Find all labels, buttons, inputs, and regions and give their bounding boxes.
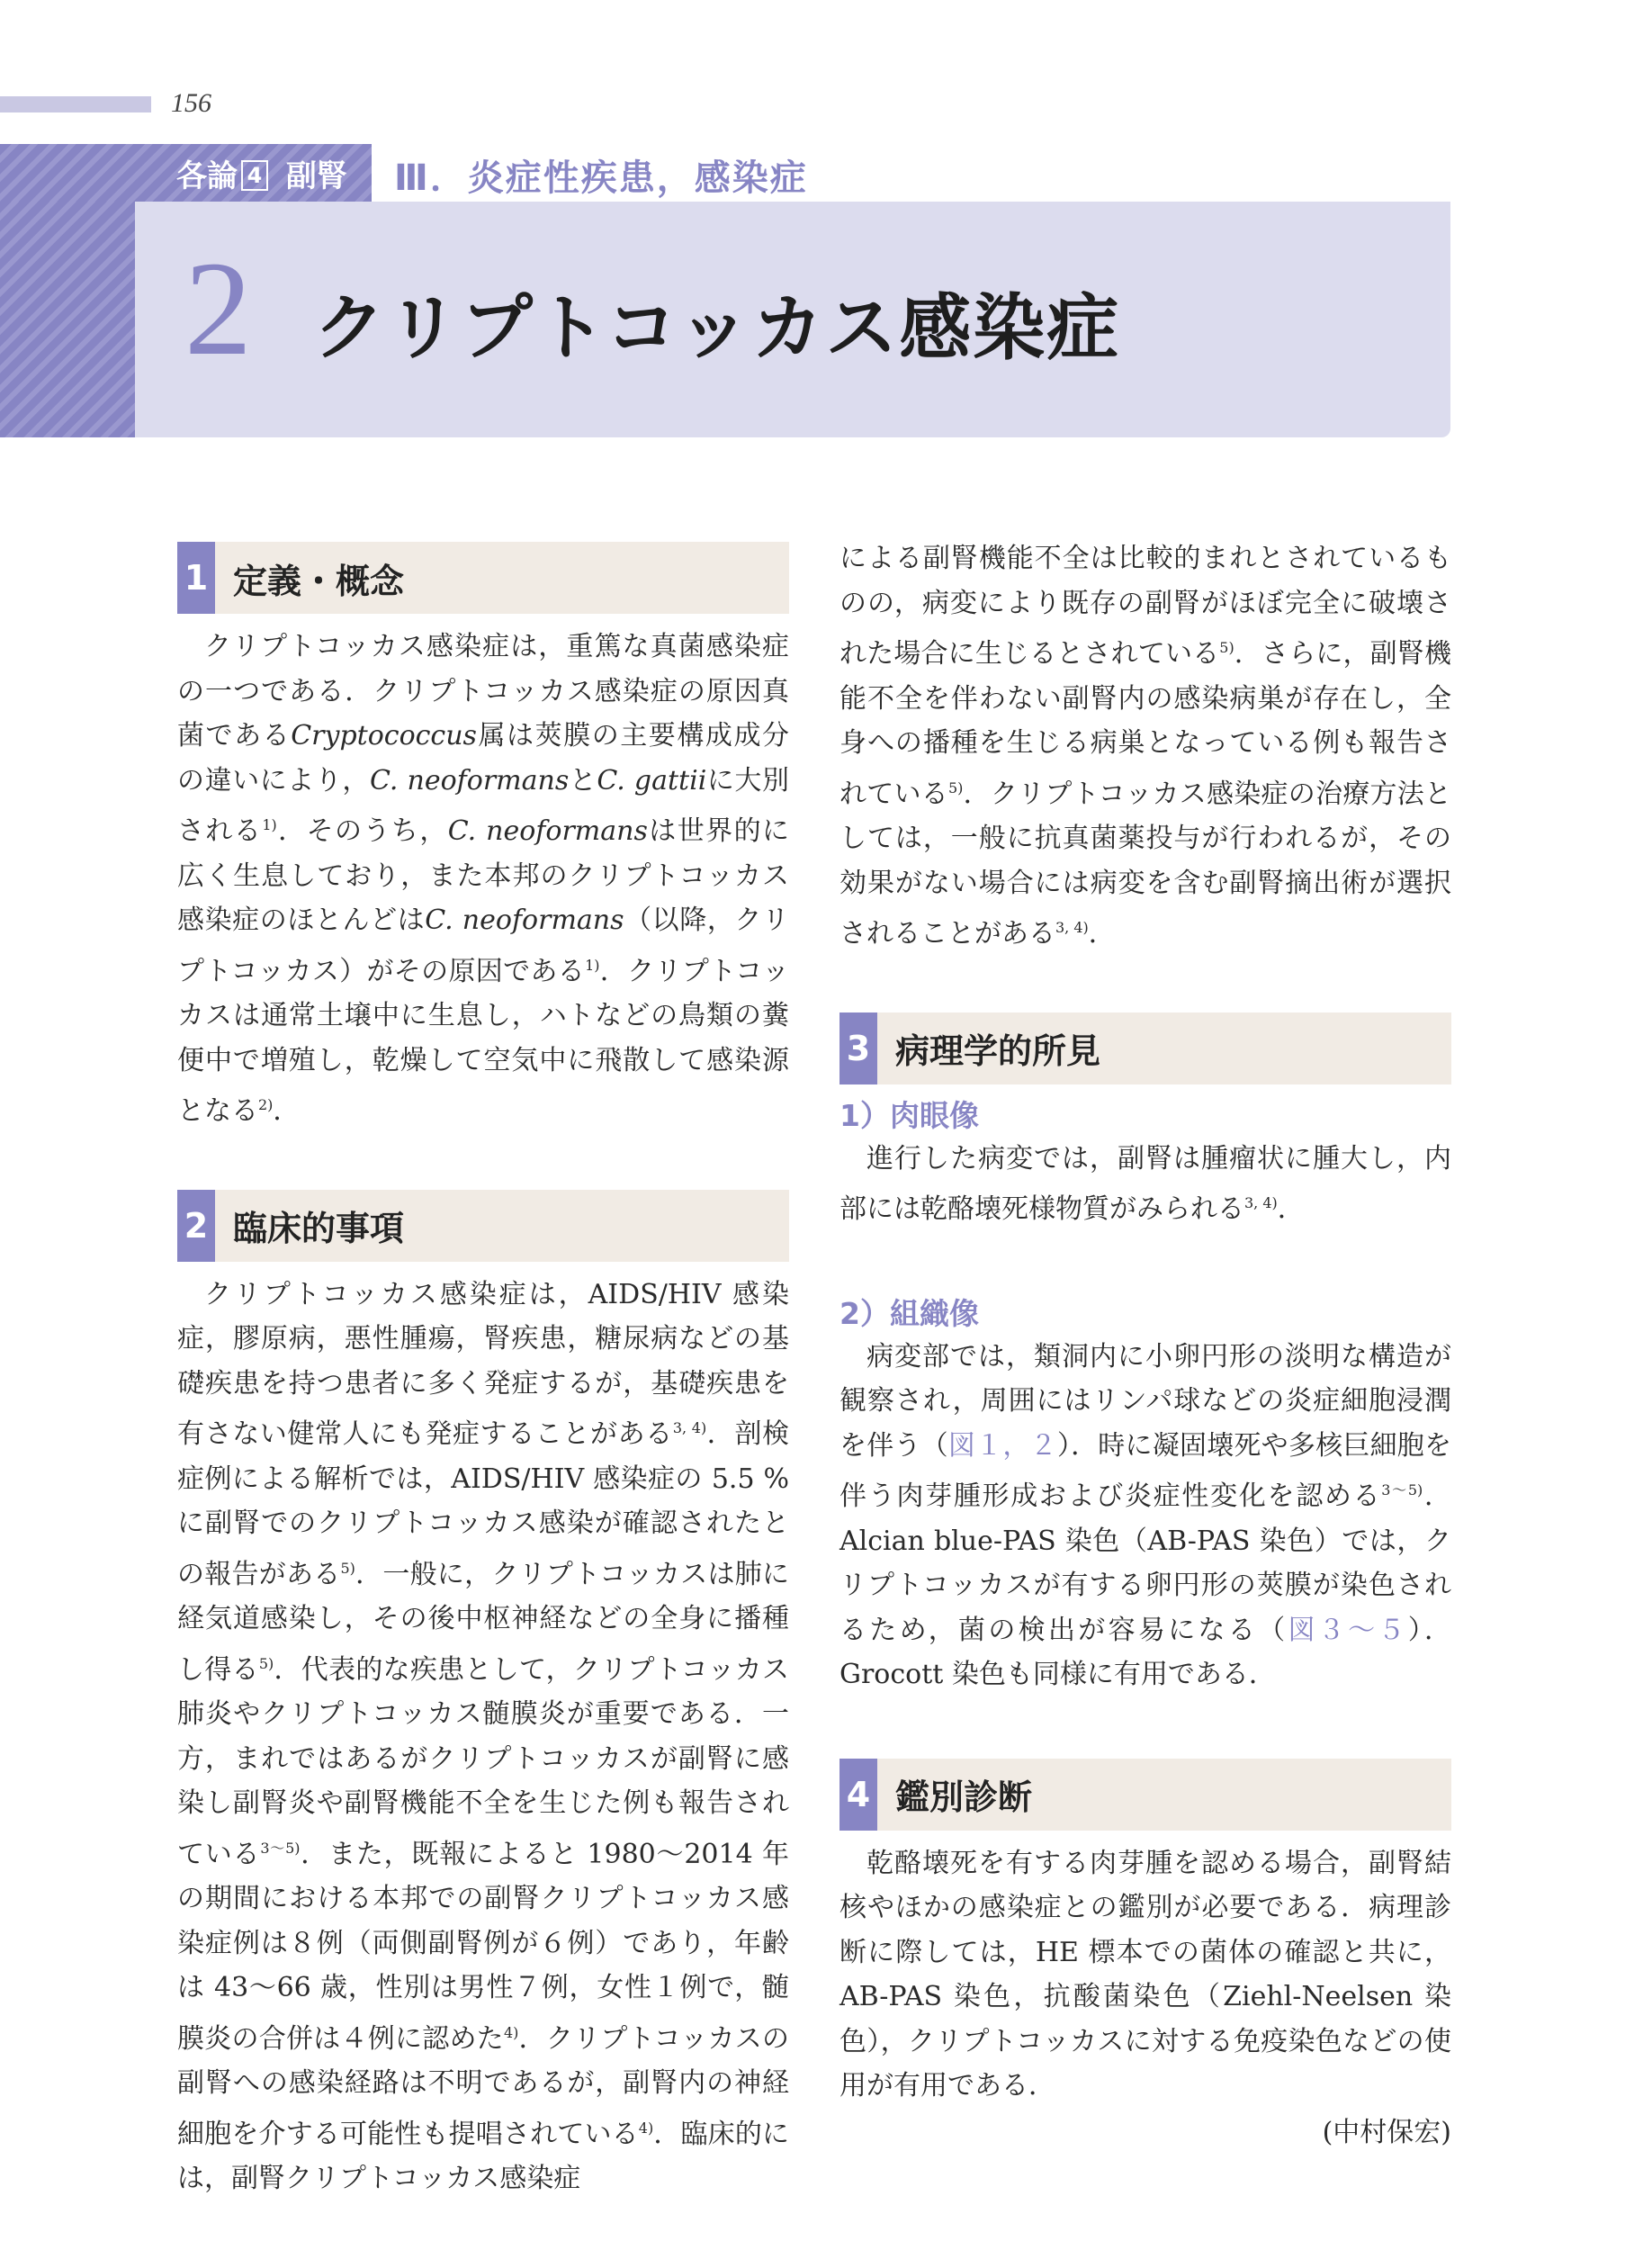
heading-label: 病理学的所見 — [895, 1031, 1101, 1071]
subheading-histology: 2）組織像 — [839, 1295, 979, 1331]
paragraph-definition: クリプトコッカス感染症は，重篤な真菌感染症の一つである．クリプトコッカス感染症の原因真菌であるCryptococcus属は莢膜の主要構成成分の違いにより，C. neoformansとC. gattiiに大別される$^{1)}$．そのうち，C. neoformansは世界的に広く生息しており，また本邦のクリプトコッカス感染症のほとんどはC. neoformans（以降，クリプトコッカス）がその原因である$^{1)}$．クリプトコッカスは通常土壌中に生息し，ハトなどの鳥類の糞便中で増殖し，乾燥して空気中に飛散して感染源となる$^{2)}$． — [177, 631, 790, 1127]
paragraph-gross: 進行した病変では，副腎は腫瘤状に腫大し，内部には乾酪壊死様物質がみられる$^{3, 4)}$． — [839, 1142, 1451, 1225]
heading-number: 4 — [839, 1759, 877, 1831]
heading-number: 3 — [839, 1012, 877, 1084]
heading-number: 1 — [177, 542, 215, 614]
heading-clinical — [177, 1190, 789, 1262]
heading-pathology — [839, 1012, 1451, 1084]
heading-definition — [177, 542, 789, 614]
paragraph-clinical-continued: による副腎機能不全は比較的まれとされているものの，病変により既存の副腎がほぼ完全に破壊された場合に生じるとされている$^{5)}$．さらに，副腎機能不全を伴わない副腎内の感染病巣が存在し，全身への播種を生じる病巣となっている例も報告されている$^{5)}$．クリプトコッカス感染症の治療方法としては，一般に抗真菌薬投与が行われるが，その効果がない場合には病変を含む副腎摘出術が選択されることがある$^{3, 4)}$． — [839, 543, 1452, 950]
heading-label: 定義・概念 — [233, 561, 405, 601]
page-number: 156 — [171, 88, 211, 118]
figure-ref-1-2[interactable]: 図１，２ — [947, 1429, 1057, 1462]
left-column — [177, 542, 789, 2201]
paragraph-histology: 病変部では，類洞内に小卵円形の淡明な構造が観察され，周囲にはリンパ球などの炎症細胞浸潤を伴う（図１，２）．時に凝固壊死や多核巨細胞を伴う肉芽腫形成および炎症性変化を認める$^{3〜5)}$．Alcian blue-PAS 染色（AB-PAS 染色）では，クリプトコッカスが有する卵円形の莢膜が染色されるため，菌の検出が容易になる（図３〜５）．Grocott 染色も同様に有用である． — [839, 1340, 1452, 1690]
page-title: クリプトコッカス感染症 — [313, 286, 1121, 370]
chapter-prefix: 各論 — [176, 158, 238, 194]
figure-ref-3-5[interactable]: 図３〜５ — [1288, 1614, 1408, 1646]
paragraph-differential: 乾酪壊死を有する肉芽腫を認める場合，副腎結核やほかの感染症との鑑別が必要である．病理診断に際しては，HE 標本での菌体の確認と共に，AB-PAS 染色，抗酸菌染色（Ziehl-Neelsen 染色），クリプトコッカスに対する免疫染色などの使用が有用である． — [839, 1847, 1451, 2102]
chapter-label — [176, 151, 347, 195]
right-column — [839, 536, 1451, 2156]
section-title: Ⅲ．炎症性疾患，感染症 — [394, 158, 808, 199]
chapter-number: 4 — [241, 160, 268, 191]
heading-differential — [839, 1759, 1451, 1831]
author: (中村保宏) — [1322, 2116, 1451, 2148]
title-stripe — [0, 202, 135, 437]
heading-label: 臨床的事項 — [233, 1209, 405, 1248]
page-number-bar — [0, 96, 151, 112]
title-number: 2 — [184, 234, 252, 383]
heading-number: 2 — [177, 1190, 215, 1262]
paragraph-clinical: クリプトコッカス感染症は，AIDS/HIV 感染症，膠原病，悪性腫瘍，腎疾患，糖尿病などの基礎疾患を持つ患者に多く発症するが，基礎疾患を有さない健常人にも発症することがある$^{3, 4)}$．剖検症例による解析では，AIDS/HIV 感染症の 5.5 %に副腎でのクリプトコッカス感染が確認されたとの報告がある$^{5)}$．一般に，クリプトコッカスは肺に経気道感染し，その後中枢神経などの全身に播種し得る$^{5)}$．代表的な疾患として，クリプトコッカス肺炎やクリプトコッカス髄膜炎が重要である．一方，まれではあるがクリプトコッカスが副腎に感染し副腎炎や副腎機能不全を生じた例も報告されている$^{3〜5)}$．また，既報によると 1980〜2014 年の期間における本邦での副腎クリプトコッカス感染症例は８例（両側副腎例が６例）であり，年齢は 43〜66 歳，性別は男性７例，女性１例で，髄膜炎の合併は４例に認めた$^{4)}$．クリプトコッカスの副腎への感染経路は不明であるが，副腎内の神経細胞を介する可能性も提唱されている$^{4)}$．臨床的には，副腎クリプトコッカス感染症 — [177, 1278, 790, 2194]
chapter-name: 副腎 — [285, 158, 347, 194]
heading-label: 鑑別診断 — [895, 1778, 1033, 1817]
subheading-gross: 1）肉眼像 — [839, 1097, 979, 1133]
